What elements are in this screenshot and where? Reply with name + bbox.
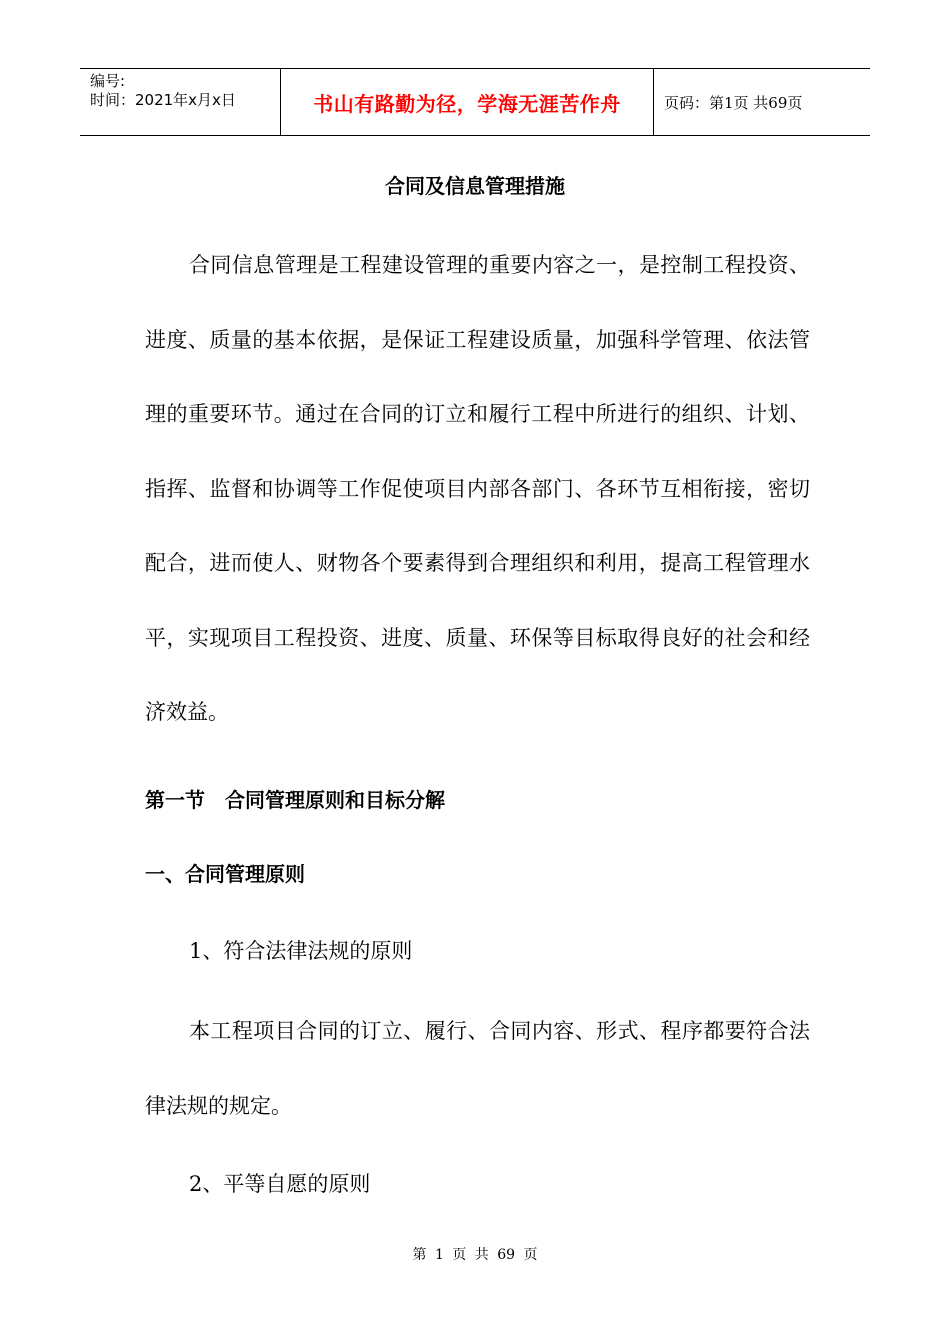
- page-footer: 第 1 页 共 69 页: [412, 1247, 538, 1263]
- principle-2-title: 2、平等自愿的原则: [189, 1172, 371, 1196]
- header-page-info: 页码：第1页 共69页: [664, 93, 803, 112]
- header-motto-cell: [281, 69, 654, 135]
- header-page-cell: [654, 69, 870, 135]
- document-title: 合同及信息管理措施: [385, 174, 565, 198]
- header-meta-cell: [80, 69, 281, 135]
- intro-paragraph: 合同信息管理是工程建设管理的重要内容之一，是控制工程投资、进度、质量的基本依据，是保证工程建设质量，加强科学管理、依法管理的重要环节。通过在合同的订立和履行工程中所进行的组织、计划、指挥、监督和协调等工作促使项目内部各部门、各环节互相衔接，密切配合，进而使人、财物各个要素得到合理组织和利用，提高工程管理水平，实现项目工程投资、进度、质量、环保等目标取得良好的社会和经济效益。: [145, 253, 810, 724]
- principle-1-title: 1、符合法律法规的原则: [189, 939, 413, 963]
- document-time-label: 时间：2021年x月x日: [90, 91, 236, 109]
- subsection-heading: 一、合同管理原则: [145, 862, 305, 886]
- header-table: [80, 68, 870, 136]
- header-motto: 书山有路勤为径，学海无涯苦作舟: [313, 91, 621, 116]
- document-number-label: 编号:: [90, 72, 126, 90]
- section-heading: 第一节 合同管理原则和目标分解: [145, 788, 445, 812]
- principle-1-text: 本工程项目合同的订立、履行、合同内容、形式、程序都要符合法律法规的规定。: [145, 1019, 810, 1118]
